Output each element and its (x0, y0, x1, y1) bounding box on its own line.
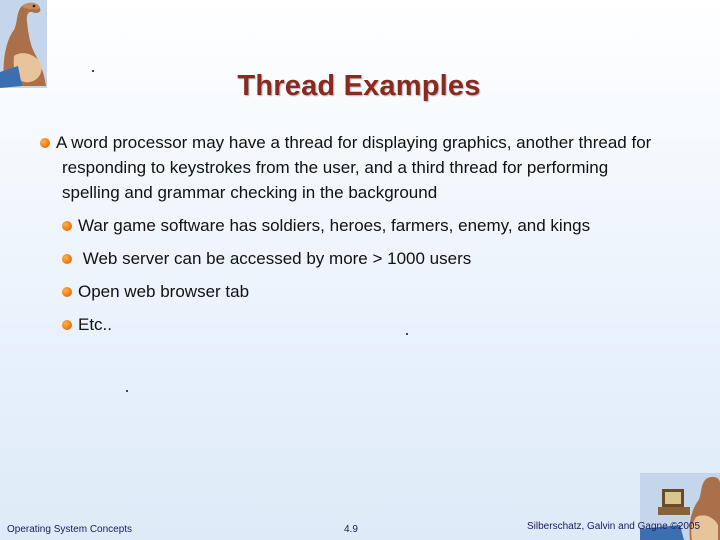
bullet-text: War game software has soldiers, heroes, farmers, enemy, and kings (78, 216, 591, 235)
bullet-item (62, 213, 662, 238)
bullet-dot-icon (40, 138, 50, 148)
slide-title: Thread Examples (237, 70, 481, 102)
footer-left: Operating System Concepts (7, 524, 133, 535)
bullet-item (62, 246, 662, 271)
bullet-item (56, 130, 662, 205)
stray-dot (406, 333, 408, 335)
bullet-item (62, 312, 662, 337)
footer-page-number: 4.9 (344, 524, 358, 535)
bullet-text: Web server can be accessed by more > 1000 users (78, 249, 472, 268)
bullet-item (62, 279, 662, 304)
footer-right: Silberschatz, Galvin and Gagne ©2005 (527, 521, 701, 532)
bullet-dot-icon (62, 254, 72, 264)
bullet-dot-icon (62, 221, 72, 231)
bullet-dot-icon (62, 287, 72, 297)
bullet-text: Open web browser tab (78, 282, 250, 301)
bullet-text: Etc.. (78, 315, 113, 334)
bullet-list (56, 130, 662, 337)
bullet-dot-icon (62, 320, 72, 330)
bullet-text: A word processor may have a thread for displaying graphics, another thread for responding to keystrokes from the user, and a third thread for performing spelling and grammar checking in the background (56, 133, 652, 202)
stray-dot (126, 390, 128, 392)
